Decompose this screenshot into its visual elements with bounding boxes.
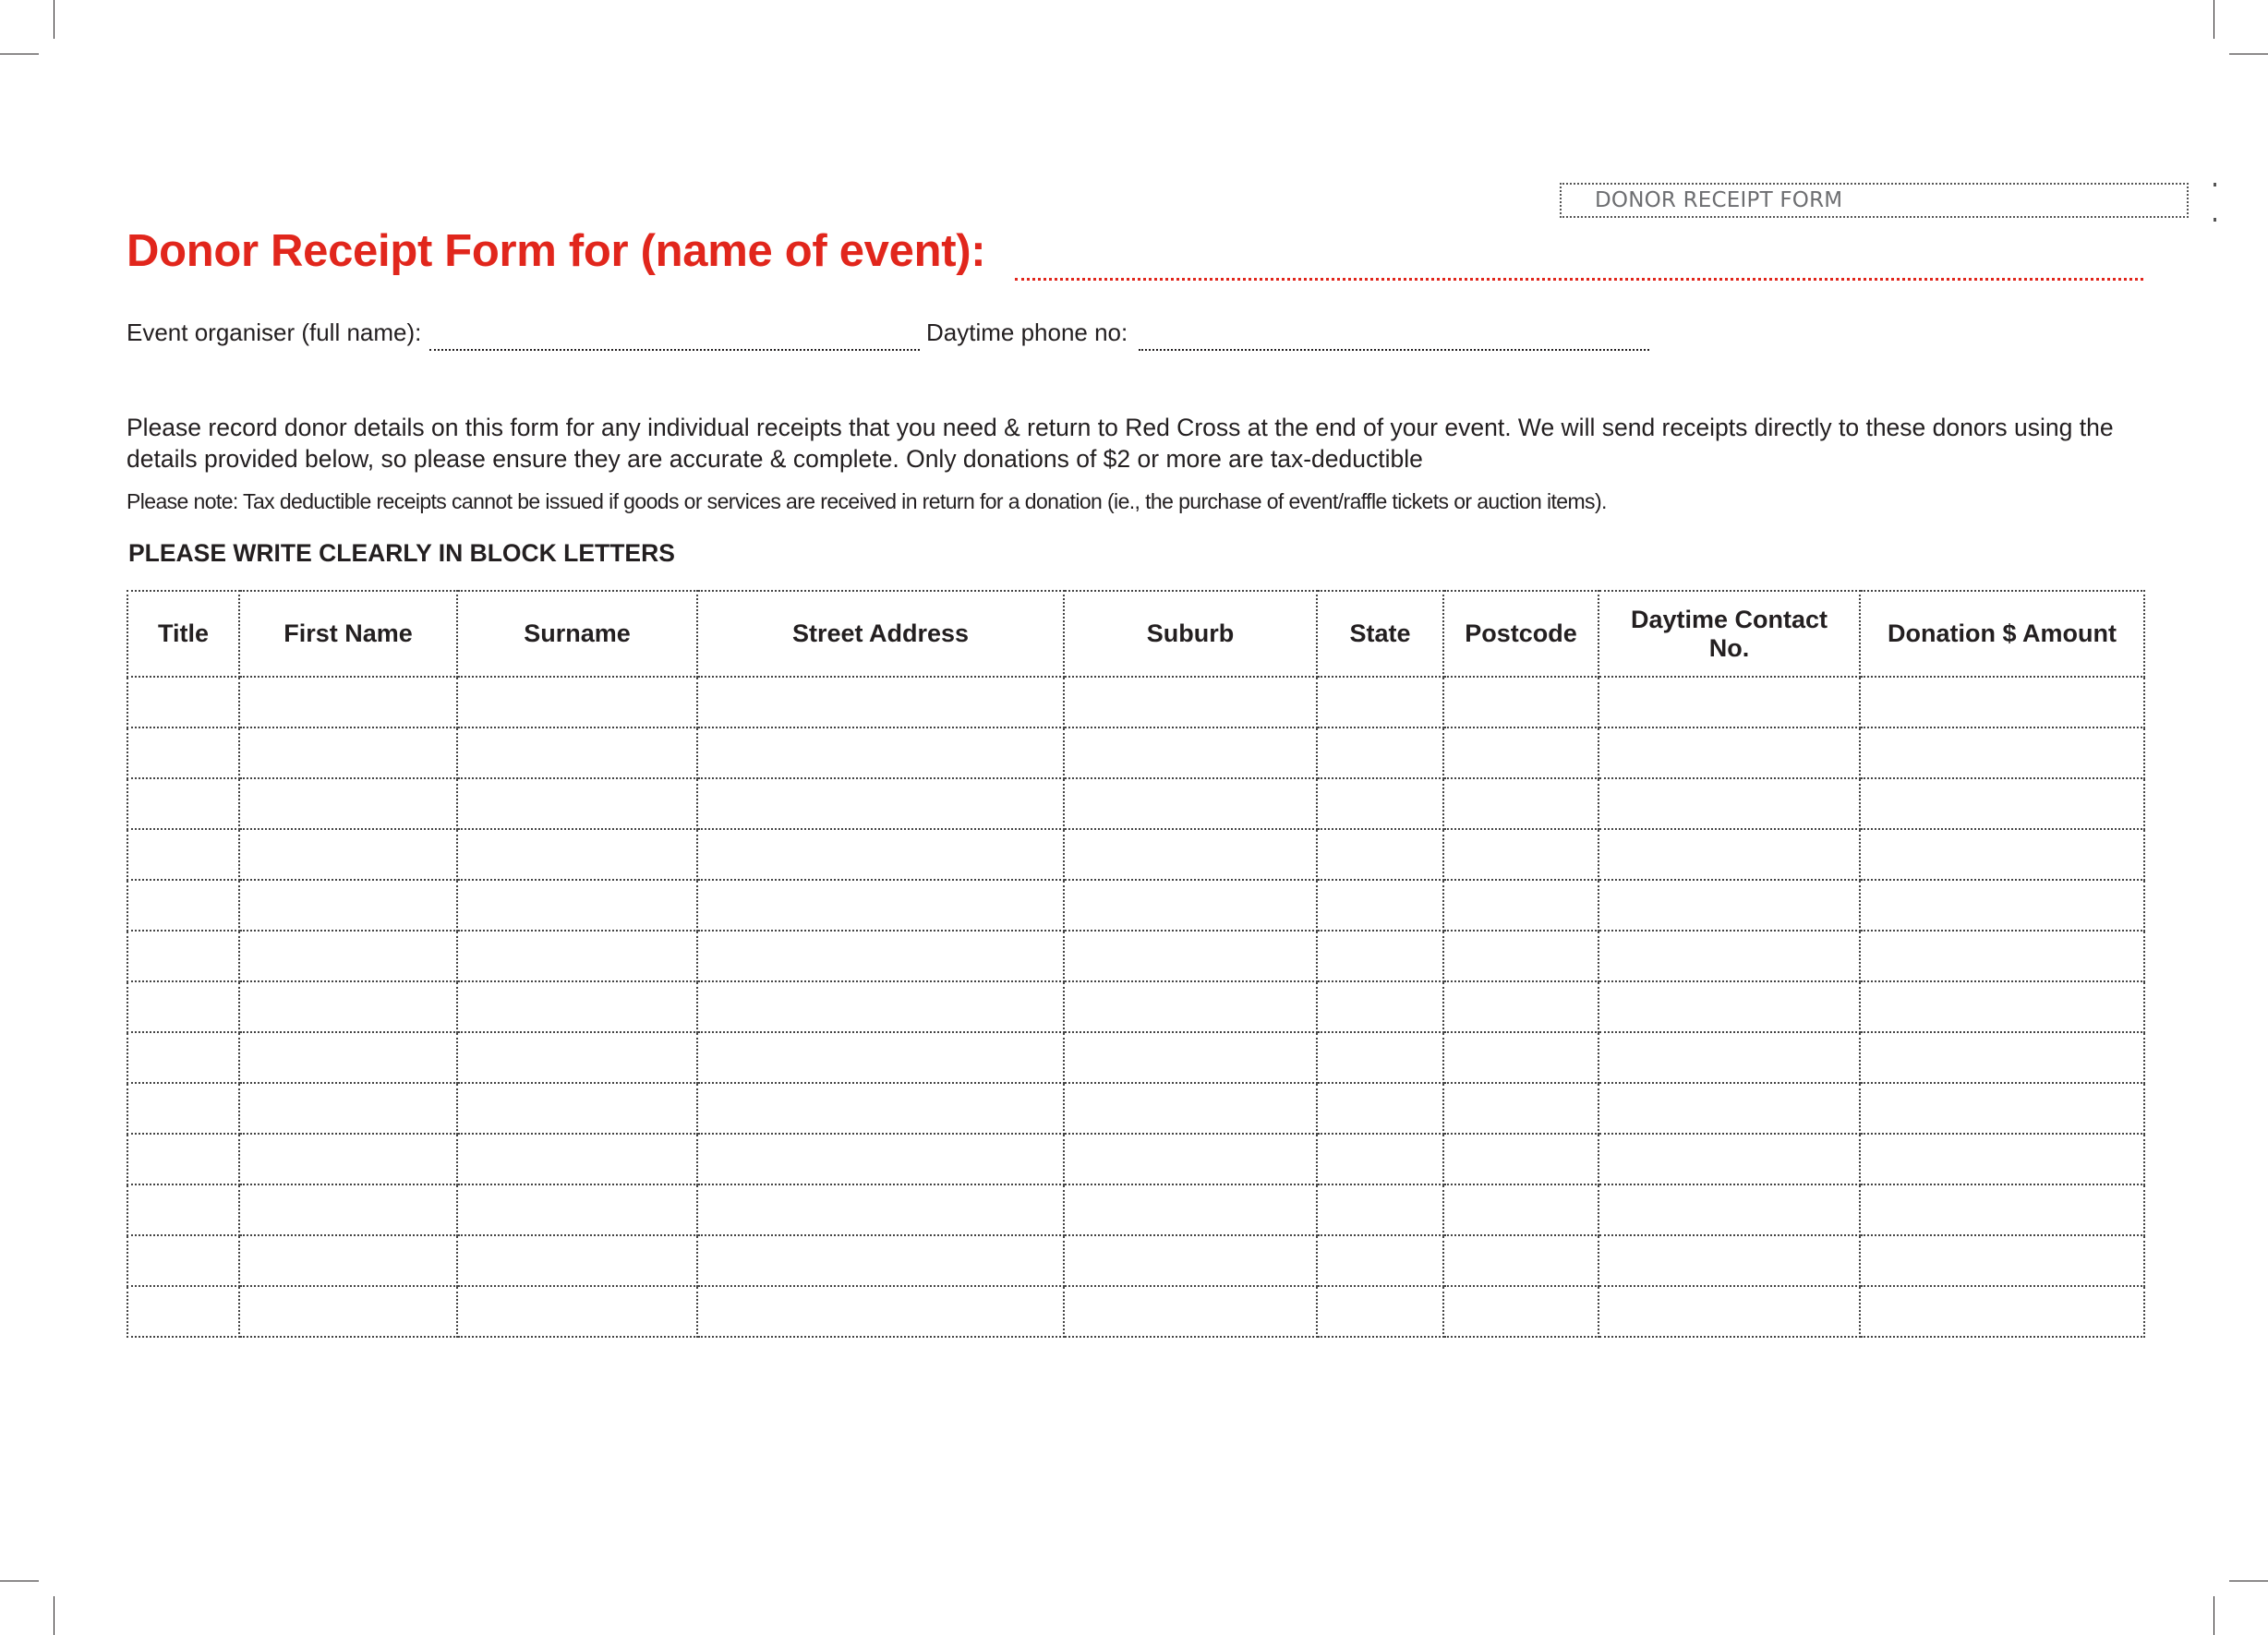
cell-state[interactable] [1317,1083,1443,1134]
cell-surname[interactable] [457,1134,697,1184]
cell-street-address[interactable] [697,778,1064,829]
cell-state[interactable] [1317,1134,1443,1184]
cell-state[interactable] [1317,1235,1443,1286]
table-row [127,727,2144,778]
cell-title[interactable] [127,1286,239,1337]
cell-surname[interactable] [457,778,697,829]
cell-suburb[interactable] [1064,931,1317,981]
cell-suburb[interactable] [1064,981,1317,1032]
cell-surname[interactable] [457,677,697,727]
cell-daytime-contact[interactable] [1598,1032,1860,1083]
cell-title[interactable] [127,1032,239,1083]
cell-state[interactable] [1317,1184,1443,1235]
cell-daytime-contact[interactable] [1598,1134,1860,1184]
organiser-label: Event organiser (full name): [127,319,422,346]
column-header-donation-amount: Donation $ Amount [1860,591,2144,677]
table-row [127,677,2144,727]
cell-suburb[interactable] [1064,1032,1317,1083]
phone-label: Daytime phone no: [926,319,1128,346]
cell-donation-amount[interactable] [1860,778,2144,829]
cell-donation-amount[interactable] [1860,1083,2144,1134]
column-header-first-name: First Name [239,591,457,677]
cell-surname[interactable] [457,1235,697,1286]
cell-surname[interactable] [457,727,697,778]
cell-postcode[interactable] [1443,727,1598,778]
cell-title[interactable] [127,1184,239,1235]
cell-daytime-contact[interactable] [1598,778,1860,829]
cell-donation-amount[interactable] [1860,1184,2144,1235]
cell-suburb[interactable] [1064,1235,1317,1286]
cell-title[interactable] [127,1134,239,1184]
cell-first-name[interactable] [239,1083,457,1134]
cell-first-name[interactable] [239,1235,457,1286]
cell-daytime-contact[interactable] [1598,1235,1860,1286]
cell-donation-amount[interactable] [1860,727,2144,778]
cell-postcode[interactable] [1443,1235,1598,1286]
event-name-field[interactable] [1015,278,2143,281]
cell-first-name[interactable] [239,829,457,880]
cell-state[interactable] [1317,1032,1443,1083]
page-title: Donor Receipt Form for (name of event): [127,226,986,276]
cell-suburb[interactable] [1064,880,1317,931]
cell-street-address[interactable] [697,1032,1064,1083]
column-header-surname: Surname [457,591,697,677]
cell-state[interactable] [1317,727,1443,778]
cell-street-address[interactable] [697,727,1064,778]
cell-daytime-contact[interactable] [1598,1184,1860,1235]
table-row [127,1235,2144,1286]
cell-postcode[interactable] [1443,880,1598,931]
cell-donation-amount[interactable] [1860,1032,2144,1083]
cell-state[interactable] [1317,778,1443,829]
cell-postcode[interactable] [1443,829,1598,880]
cell-first-name[interactable] [239,778,457,829]
cell-street-address[interactable] [697,1235,1064,1286]
cell-postcode[interactable] [1443,1032,1598,1083]
column-header-daytime-contact: Daytime Contact No. [1598,591,1860,677]
table-header-row [127,591,2144,677]
cell-street-address[interactable] [697,1083,1064,1134]
cell-surname[interactable] [457,1032,697,1083]
donor-table [127,590,2145,1338]
cell-state[interactable] [1317,677,1443,727]
block-letters-instruction: PLEASE WRITE CLEARLY IN BLOCK LETTERS [128,539,675,567]
column-header-suburb: Suburb [1064,591,1317,677]
form-type-tab: DONOR RECEIPT FORM [1560,183,2189,218]
cell-first-name[interactable] [239,1286,457,1337]
table-row [127,1083,2144,1134]
cell-title[interactable] [127,1235,239,1286]
intro-paragraph: Please record donor details on this form for any individual receipts that you need & return to Red Cross at the end of your event. We will send receipts directly to these donors using the details provided below, so please ensure they are accurate & complete. Only donations of $2 or more are tax-deductible [127,414,2114,473]
cell-suburb[interactable] [1064,829,1317,880]
table-row [127,1286,2144,1337]
table-row [127,931,2144,981]
cell-first-name[interactable] [239,1184,457,1235]
column-header-title: Title [127,591,239,677]
table-row [127,1134,2144,1184]
cell-street-address[interactable] [697,880,1064,931]
cell-daytime-contact[interactable] [1598,677,1860,727]
cell-donation-amount[interactable] [1860,1235,2144,1286]
cell-state[interactable] [1317,931,1443,981]
table-row [127,1032,2144,1083]
table-row [127,880,2144,931]
cell-first-name[interactable] [239,1032,457,1083]
tab-tick-mark [2214,183,2216,186]
cell-street-address[interactable] [697,981,1064,1032]
cell-title[interactable] [127,778,239,829]
cell-surname[interactable] [457,1286,697,1337]
cell-first-name[interactable] [239,880,457,931]
cell-postcode[interactable] [1443,931,1598,981]
cell-suburb[interactable] [1064,1083,1317,1134]
cell-donation-amount[interactable] [1860,1134,2144,1184]
cell-postcode[interactable] [1443,1184,1598,1235]
cell-title[interactable] [127,1083,239,1134]
cell-state[interactable] [1317,981,1443,1032]
cell-daytime-contact[interactable] [1598,931,1860,981]
cell-postcode[interactable] [1443,1083,1598,1134]
phone-number-field[interactable] [1139,349,1649,351]
cell-state[interactable] [1317,829,1443,880]
cell-title[interactable] [127,931,239,981]
cell-daytime-contact[interactable] [1598,880,1860,931]
table-row [127,1184,2144,1235]
table-row [127,829,2144,880]
cell-title[interactable] [127,880,239,931]
cell-surname[interactable] [457,880,697,931]
tab-tick-mark [2214,218,2216,222]
cell-suburb[interactable] [1064,727,1317,778]
cell-street-address[interactable] [697,1286,1064,1337]
cell-donation-amount[interactable] [1860,1286,2144,1337]
cell-daytime-contact[interactable] [1598,1083,1860,1134]
cell-title[interactable] [127,981,239,1032]
cell-state[interactable] [1317,1286,1443,1337]
cell-first-name[interactable] [239,677,457,727]
cell-surname[interactable] [457,981,697,1032]
event-name-row [127,225,2143,281]
cell-daytime-contact[interactable] [1598,1286,1860,1337]
cell-surname[interactable] [457,1184,697,1235]
cell-suburb[interactable] [1064,1134,1317,1184]
cell-first-name[interactable] [239,727,457,778]
cell-postcode[interactable] [1443,677,1598,727]
cell-donation-amount[interactable] [1860,981,2144,1032]
donor-rows [127,677,2144,1337]
cell-donation-amount[interactable] [1860,677,2144,727]
cell-daytime-contact[interactable] [1598,727,1860,778]
cell-donation-amount[interactable] [1860,880,2144,931]
cell-title[interactable] [127,677,239,727]
column-header-street-address: Street Address [697,591,1064,677]
cell-first-name[interactable] [239,1134,457,1184]
cell-first-name[interactable] [239,931,457,981]
table-row [127,778,2144,829]
cell-suburb[interactable] [1064,677,1317,727]
cell-title[interactable] [127,829,239,880]
cell-suburb[interactable] [1064,1286,1317,1337]
cell-first-name[interactable] [239,981,457,1032]
cell-donation-amount[interactable] [1860,829,2144,880]
cell-title[interactable] [127,727,239,778]
cell-surname[interactable] [457,829,697,880]
tax-note: Please note: Tax deductible receipts cannot be issued if goods or services are received in return for a donation (ie., the purchase of event/raffle tickets or auction items). [127,489,1607,513]
cell-daytime-contact[interactable] [1598,981,1860,1032]
cell-surname[interactable] [457,1083,697,1134]
organiser-name-field[interactable] [429,349,920,351]
cell-street-address[interactable] [697,829,1064,880]
cell-street-address[interactable] [697,931,1064,981]
cell-street-address[interactable] [697,677,1064,727]
cell-street-address[interactable] [697,1134,1064,1184]
cell-state[interactable] [1317,880,1443,931]
cell-donation-amount[interactable] [1860,931,2144,981]
cell-suburb[interactable] [1064,778,1317,829]
cell-postcode[interactable] [1443,778,1598,829]
cell-postcode[interactable] [1443,1134,1598,1184]
cell-postcode[interactable] [1443,1286,1598,1337]
cell-daytime-contact[interactable] [1598,829,1860,880]
cell-postcode[interactable] [1443,981,1598,1032]
cell-street-address[interactable] [697,1184,1064,1235]
column-header-state: State [1317,591,1443,677]
cell-suburb[interactable] [1064,1184,1317,1235]
column-header-postcode: Postcode [1443,591,1598,677]
cell-surname[interactable] [457,931,697,981]
table-row [127,981,2144,1032]
